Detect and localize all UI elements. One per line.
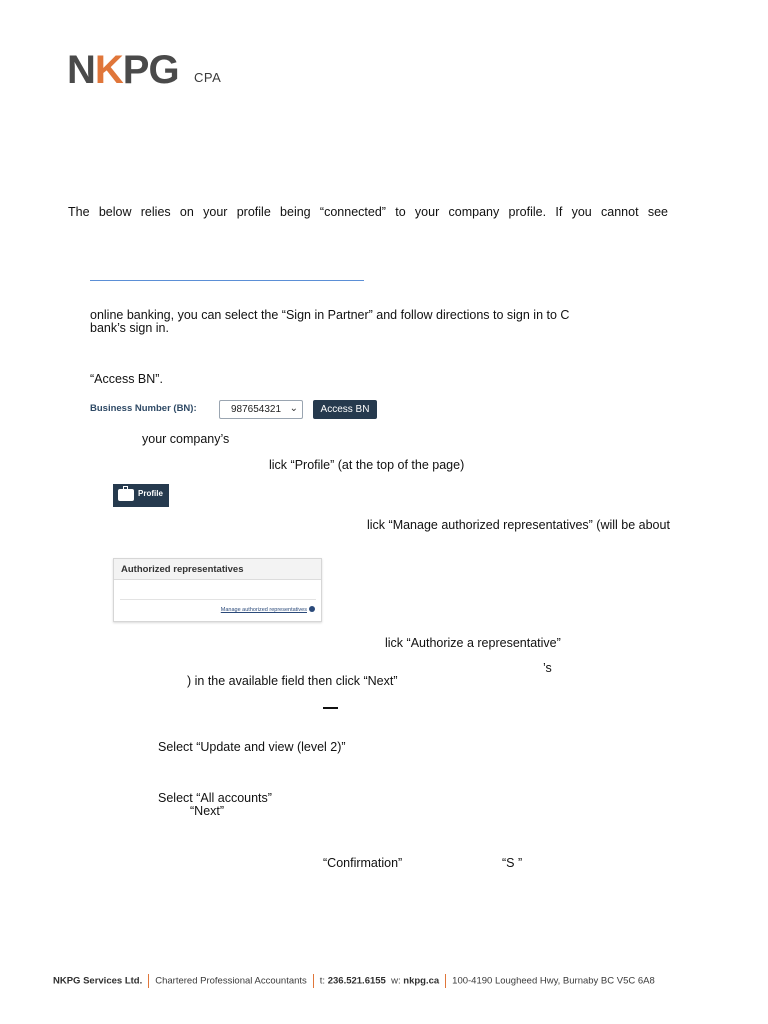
access-bn-instruction: “Access BN”. bbox=[90, 372, 163, 386]
next-instruction: “Next” bbox=[190, 804, 225, 818]
profile-button-label: Profile bbox=[138, 489, 163, 498]
logo-suffix: CPA bbox=[194, 70, 222, 85]
bn-label: Business Number (BN): bbox=[90, 403, 197, 414]
reps-card-header bbox=[114, 559, 321, 580]
bn-select[interactable] bbox=[219, 400, 303, 419]
reps-card-divider bbox=[120, 599, 316, 600]
possessive-fragment: ’s bbox=[543, 661, 552, 675]
profile-instruction: lick “Profile” (at the top of the page) bbox=[269, 458, 465, 472]
footer bbox=[53, 974, 655, 988]
update-level-instruction: Select “Update and view (level 2)” bbox=[158, 740, 346, 754]
online-banking-line-1: online banking, you can select the “Sign in Partner” and follow directions to sign in to C bbox=[90, 308, 570, 322]
profile-button[interactable] bbox=[113, 484, 169, 507]
footer-web-label: w: bbox=[391, 975, 401, 987]
all-accounts-instruction: Select “All accounts” bbox=[158, 791, 272, 805]
footer-divider bbox=[445, 974, 446, 988]
submit-quote-text: “S ” bbox=[502, 856, 523, 870]
access-bn-button[interactable]: Access BN bbox=[313, 400, 377, 419]
footer-description: Chartered Professional Accountants bbox=[155, 975, 307, 987]
dash-mark bbox=[323, 707, 338, 709]
arrow-right-icon bbox=[309, 606, 315, 612]
footer-phone: 236.521.6155 bbox=[327, 975, 386, 987]
hyperlink-underline[interactable] bbox=[90, 280, 364, 281]
footer-address: 100-4190 Lougheed Hwy, Burnaby BC V5C 6A8 bbox=[452, 975, 655, 987]
bn-select-value: 987654321 bbox=[231, 404, 282, 415]
footer-web[interactable]: nkpg.ca bbox=[403, 975, 440, 987]
logo-wordmark: NKPG bbox=[67, 48, 179, 92]
manage-reps-link[interactable]: Manage authorized representatives bbox=[220, 607, 307, 613]
footer-company: NKPG Services Ltd. bbox=[53, 975, 143, 987]
footer-divider bbox=[148, 974, 149, 988]
authorized-reps-card bbox=[113, 558, 322, 622]
reps-card-title: Authorized representatives bbox=[121, 564, 244, 575]
chevron-down-icon: ⌄ bbox=[289, 403, 298, 414]
intro-text: The below relies on your profile being “connected” to your company profile. If you cannot see bbox=[68, 205, 668, 219]
field-instruction: ) in the available field then click “Next” bbox=[187, 674, 398, 688]
footer-divider bbox=[313, 974, 314, 988]
footer-phone-label: t: bbox=[319, 975, 326, 987]
authorize-instruction: lick “Authorize a representative” bbox=[385, 636, 561, 650]
online-banking-line-2: bank’s sign in. bbox=[90, 321, 169, 335]
briefcase-icon bbox=[118, 489, 134, 501]
manage-instruction: lick “Manage authorized representatives” (will be about bbox=[367, 518, 670, 532]
company-text: your company’s bbox=[142, 432, 230, 446]
confirmation-text: “Confirmation” bbox=[323, 856, 403, 870]
